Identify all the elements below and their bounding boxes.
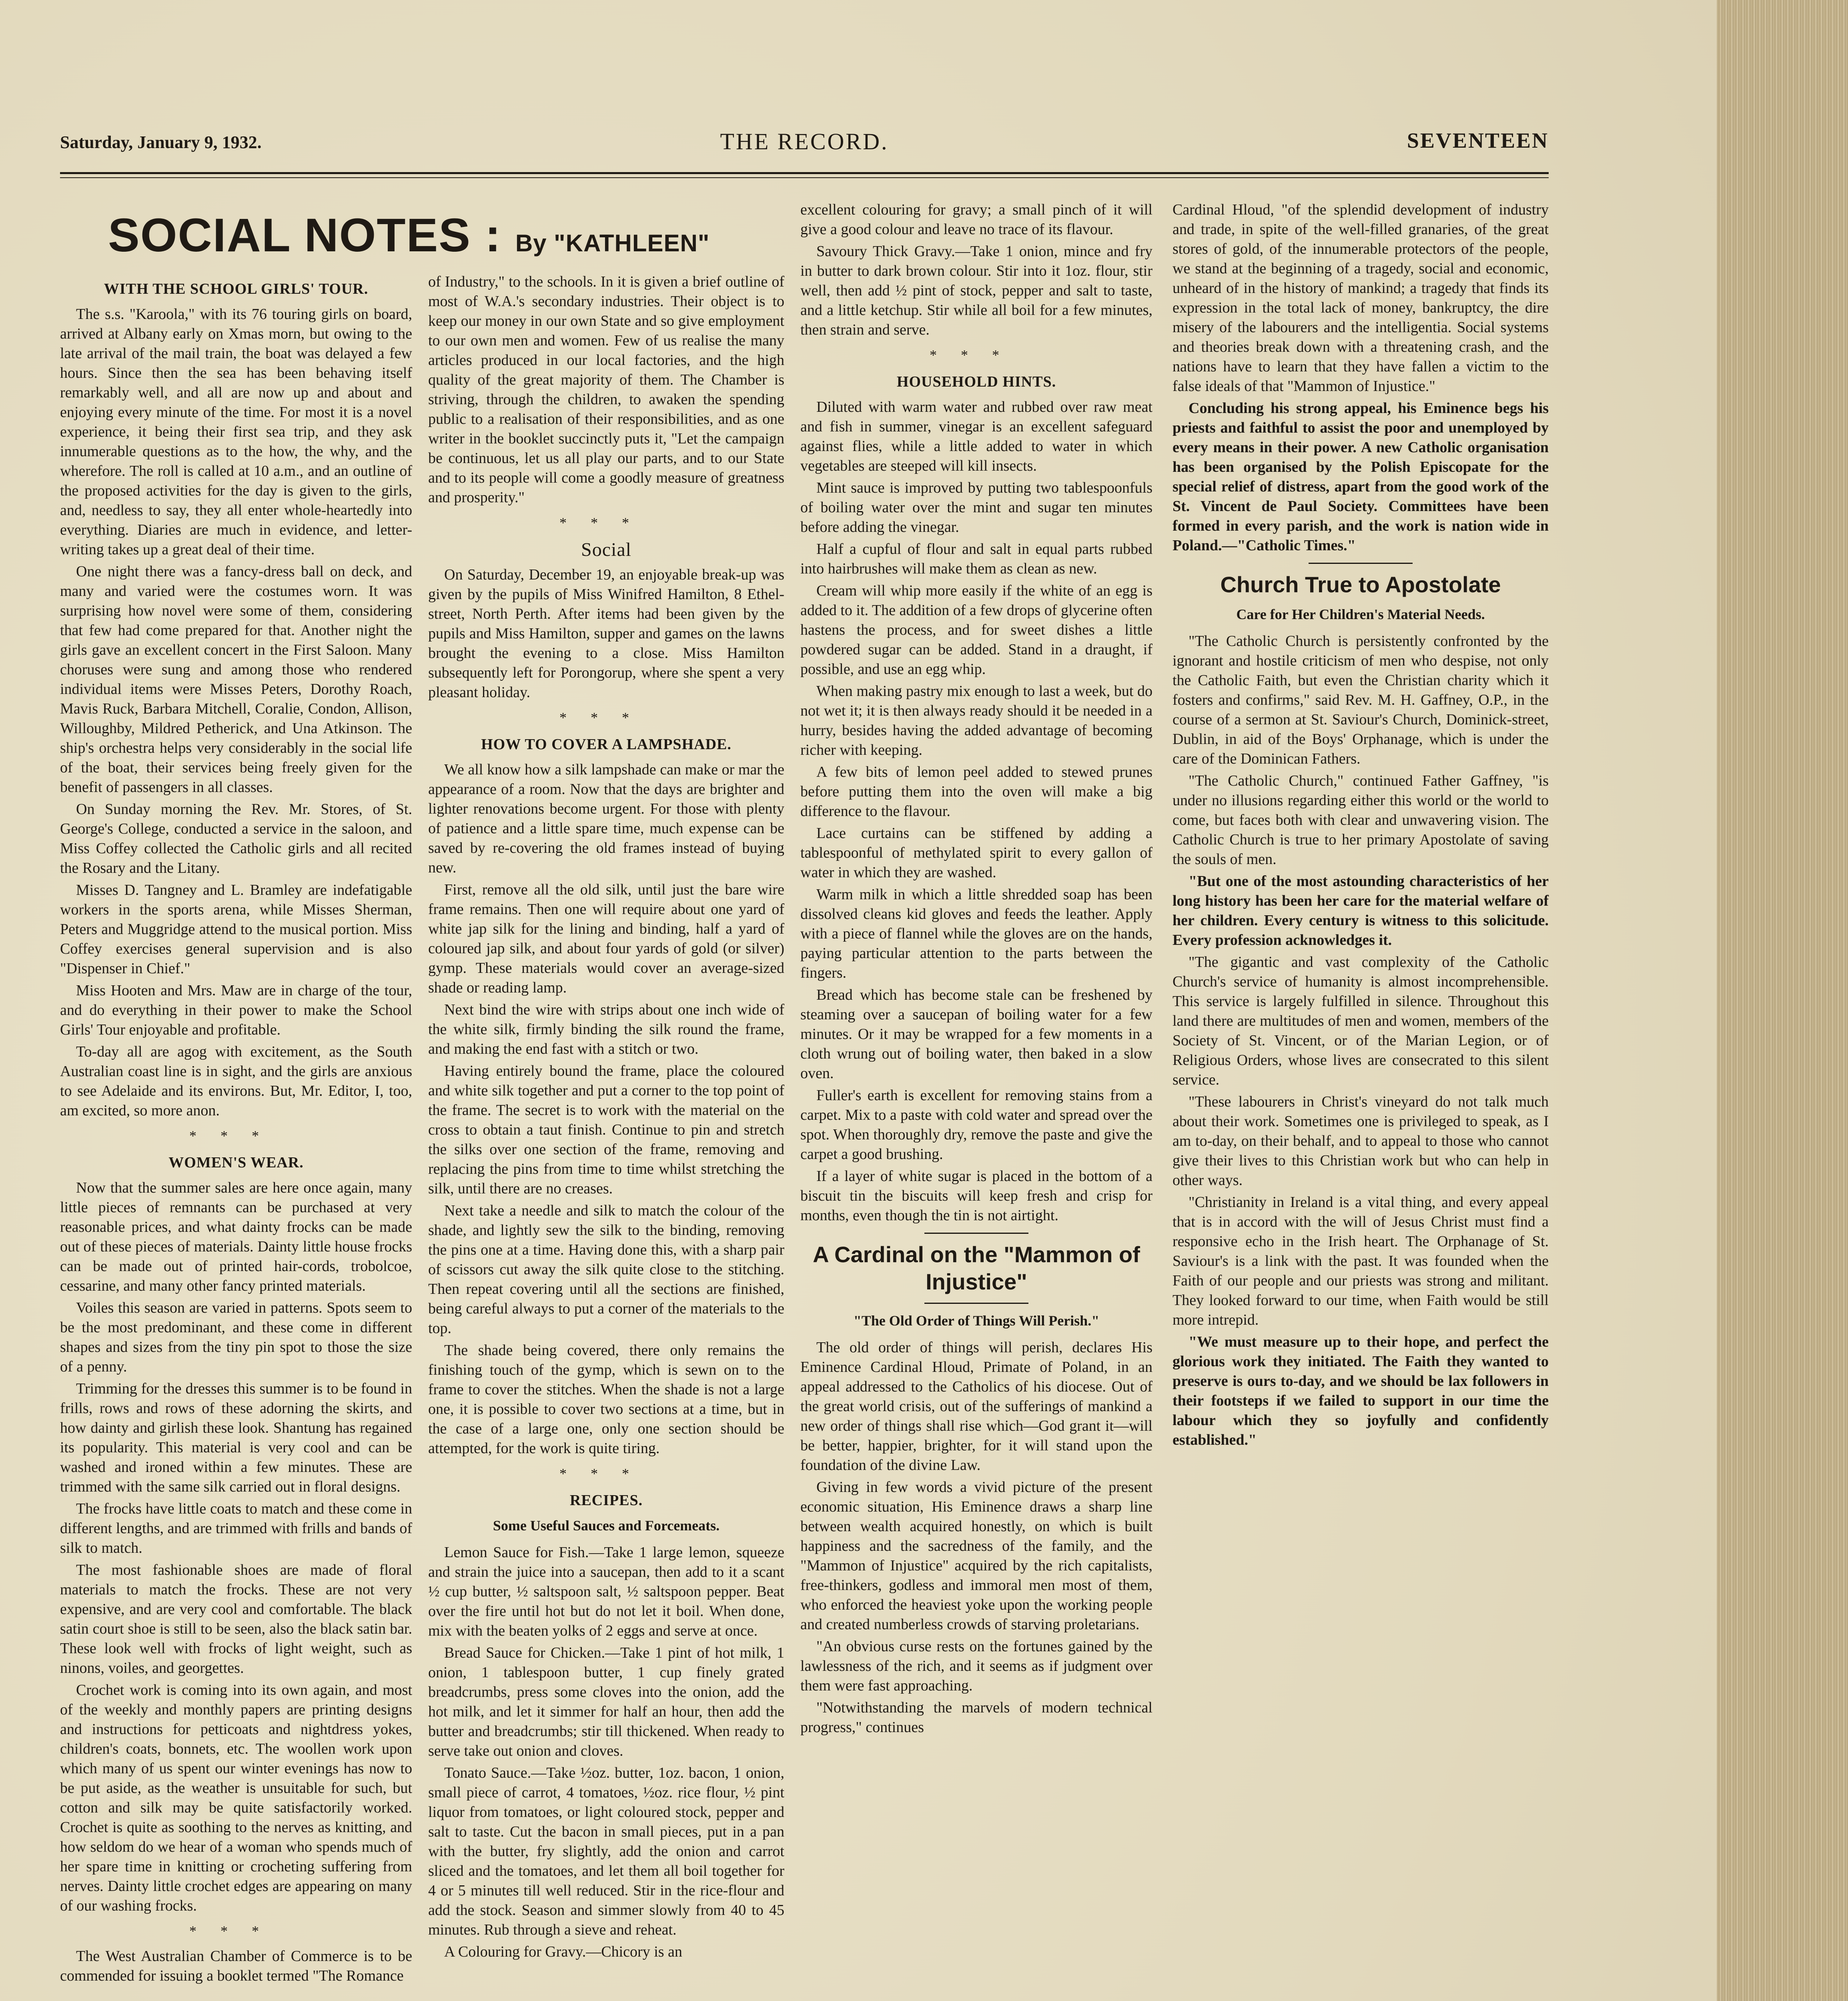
column-4	[1173, 200, 1549, 1452]
hint-para: Half a cupful of flour and salt in equal parts rubbed into hairbrushes will make them as clean as new.	[800, 541, 1152, 577]
church-para: "The gigantic and vast complexity of the Catholic Church's service of humanity is almost incomprehensible. This service is largely fulfilled in silence. Throughout this land there are multitudes of men and women, members of the Society of St. Vincent, or of the Marian Legion, or of Religious Orders, whose lives are consecrated to this silent service.	[1173, 954, 1549, 1088]
hint-para: Diluted with warm water and rubbed over raw meat and fish in summer, vinegar is an excellent safeguard against flies, while a little added to water in which vegetables are steeped will kill insects.	[800, 399, 1152, 474]
cardinal-heading: A Cardinal on the "Mammon of Injustice"	[813, 1242, 1140, 1294]
lampshade-heading: HOW TO COVER A LAMPSHADE.	[481, 736, 732, 753]
social-notes-title	[108, 208, 788, 263]
womens-para: Trimming for the dresses this summer is to be found in frills, rows and rows of these adorning the skirts, and how dainty and girlish these look. Shantung has regained its popularity. This material is very cool and can be washed and ironed within a few minutes. These are trimmed with the same silk carried out in floral designs.	[60, 1380, 412, 1495]
title-main: SOCIAL NOTES :	[108, 209, 502, 262]
recipe-para: Bread Sauce for Chicken.—Take 1 pint of hot milk, 1 onion, 1 tablespoon butter, 1 cup finely grated breadcrumbs, press some cloves into the onion, add the hot milk, and let it simmer for half an hour, then add the butter and breadcrumbs; stir till thickened. When ready to serve take out onion and cloves.	[428, 1644, 784, 1759]
tour-para: One night there was a fancy-dress ball on deck, and many and varied were the costumes worn. It was surprising how novel were some of them, considering that few had come prepared for that. Another night the girls gave an excellent concert in the First Saloon. Many choruses were sung and among those who rendered individual items were Misses Peters, Dorothy Roach, Mavis Ruck, Barbara Mitchell, Coralie, Condon, Allison, Willoughby, Mildred Petherick, and Una Atkinson. The ship's orchestra helps very considerably in the social life of the boat, their services being freely given for the benefit of passengers in all classes.	[60, 563, 412, 796]
masthead	[60, 128, 1549, 172]
cardinal-para: Giving in few words a vivid picture of the present economic situation, His Eminence draws a sharp line between wealth acquired honestly, on which is built happiness and the sacredness of the family, and the "Mammon of Injustice" acquired by the rich capitalists, free-thinkers, godless and immoral men most of them, who enforced the heaviest yoke upon the working people and created numberless crowds of starving proletarians.	[800, 1479, 1152, 1633]
column-2	[428, 272, 784, 1964]
hint-para: Mint sauce is improved by putting two tablespoonfuls of boiling water over the mint and sugar ten minutes before adding the vinegar.	[800, 479, 1152, 535]
hint-para: A few bits of lemon peel added to stewed prunes before putting them into the oven will make a big difference to the flavour.	[800, 764, 1152, 820]
bound-page-edges	[1717, 0, 1848, 2001]
church-subheading: Care for Her Children's Material Needs.	[1236, 606, 1485, 622]
divider-rule	[1309, 563, 1413, 564]
lampshade-para: First, remove all the old silk, until just the bare wire frame remains. Then one will require about one yard of white jap silk for the lining and binding, half a yard of coloured jap silk, and about four yards of gold (or silver) gymp. These materials would cover an average-sized shade or reading lamp.	[428, 881, 784, 996]
section-divider: ***	[559, 1466, 653, 1482]
lampshade-para: Next bind the wire with strips about one inch wide of the white silk, firmly binding the silk round the frame, and making the end fast with a stitch or two.	[428, 1001, 784, 1057]
church-para: "We must measure up to their hope, and perfect the glorious work they initiated. The Faith they wanted to preserve is ours to-day, and we should be lax followers in their footsteps if we failed to support in our time the labour which they so joyfully and confidently established."	[1173, 1333, 1549, 1448]
recipe-para: Tonato Sauce.—Take ½oz. butter, 1oz. bacon, 1 onion, small piece of carrot, 4 tomatoes, ½oz. rice flour, ½ pint liquor from tomatoes, or light coloured stock, pepper and salt to taste. Cut the bacon in small pieces, put in a pan with the butter, fry slightly, add the onion and carrot sliced and the tomatoes, and let them all boil together for 4 or 5 minutes till well reduced. Stir in the rice-flour and add the stock. Season and simmer slowly from 40 to 45 minutes. Rub through a sieve and reheat.	[428, 1764, 784, 1938]
divider-rule	[924, 1303, 1028, 1304]
womens-para: Voiles this season are varied in patterns. Spots seem to be the most predominant, and these come in different shapes and sizes from the tiny pin spot to those the size of a penny.	[60, 1299, 412, 1375]
tour-para: Miss Hooten and Mrs. Maw are in charge of the tour, and do everything in their power to make the School Girls' Tour enjoyable and profitable.	[60, 982, 412, 1038]
lampshade-para: The shade being covered, there only remains the finishing touch of the gymp, which is sewn on to the frame to cover the stitches. When the shade is not a large one, it is possible to cover two sections at a time, but in the case of a large one, only one section should be attempted, for the work is quite tiring.	[428, 1342, 784, 1457]
church-para: "The Catholic Church is persistently confronted by the ignorant and hostile criticism of men who despise, not only the Catholic Faith, but even the Christian charity which it fosters and confirms," said Rev. M. H. Gaffney, O.P., in the course of a sermon at St. Saviour's Church, Dominick-street, Dublin, in aid of the Boys' Orphanage, which is under the care of the Dominican Fathers.	[1173, 633, 1549, 767]
section-divider: ***	[189, 1923, 283, 1939]
cardinal-para: The old order of things will perish, declares His Eminence Cardinal Hloud, Primate of Poland, in an appeal addressed to the Catholics of his diocese. Out of the great world crisis, out of the sufferings of mankind a new order of things shall rise which—God grant it—will be better, happier, brighter, for it will stand upon the foundation of the divine Law.	[800, 1339, 1152, 1474]
savoury-gravy: Savoury Thick Gravy.—Take 1 onion, mince and fry in butter to dark brown colour. Stir into it 1oz. flour, stir well, then add ½ pint of stock, pepper and salt to taste, and a little ketchup. Stir while all boil for a few minutes, then strain and serve.	[800, 243, 1152, 338]
cardinal-subheading: "The Old Order of Things Will Perish."	[853, 1313, 1100, 1329]
section-divider: ***	[559, 515, 653, 531]
divider-rule	[924, 1233, 1028, 1234]
tour-para: To-day all are agog with excitement, as the South Australian coast line is in sight, and the girls are anxious to see Adelaide and its environs. But, Mr. Editor, I, too, am excited, so more anon.	[60, 1043, 412, 1119]
lampshade-para: Having entirely bound the frame, place the coloured and white silk together and put a corner to the top point of the frame. The secret is to work with the material on the cross to obtain a taut finish. Continue to pin and stretch the silks over one section of the frame, removing and replacing the pins from time to time whilst stretching the silk, until there are no creases.	[428, 1063, 784, 1197]
womens-para: Crochet work is coming into its own again, and most of the weekly and monthly papers are printing designs and instructions for petticoats and nightdress yokes, children's coats, bonnets, etc. The woollen work upon which many of us spent our winter evenings has now to be put aside, as the weather is unsuitable for such, but cotton and silk may be quite satisfactorily worked. Crochet is quite as soothing to the nerves as knitting, and how seldom do we hear of a woman who spends much of her spare time in knitting or crocheting suffering from nerves. Dainty little crochet edges are appearing on many of our washing frocks.	[60, 1682, 412, 1914]
column-1	[60, 272, 412, 1988]
section-divider: ***	[930, 347, 1023, 363]
section-divider: ***	[559, 710, 653, 726]
cardinal-continued: Cardinal Hloud, "of the splendid development of industry and trade, in spite of the well-filled granaries, of the great stores of gold, of the innumerable protectors of the people, we stand at the beginning of a tragedy, social and economic, unheard of in the history of mankind; a tragedy that finds its expression in the total lack of money, bankruptcy, the dire misery of the labourers and the intelligentia. Social systems and theories break down with a threatening crash, and the nations have to learn that they have fallen a victim to the false ideals of that "Mammon of Injustice."	[1173, 201, 1549, 395]
column-3	[800, 200, 1152, 1740]
hint-para: Lace curtains can be stiffened by adding a tablespoonful of methylated spirit to every gallon of water in which they are washed.	[800, 825, 1152, 881]
issue-date: Saturday, January 9, 1932.	[60, 132, 262, 152]
cardinal-continued: Concluding his strong appeal, his Eminence begs his priests and faithful to assist the poor and unemployed by every means in their power. A new Catholic organisation has been organised by the Polish Episcopate for the special relief of distress, apart from the good work of the St. Vincent de Paul Society. Committees have been formed in every parish, and the work is nation wide in Poland.—"Catholic Times."	[1173, 400, 1549, 554]
lampshade-para: Next take a needle and silk to match the colour of the shade, and lightly sew the silk to the binding, removing the pins one at a time. Having done this, with a sharp pair of scissors cut away the silk quite close to the stitching. Then repeat covering until all the sections are finished, being careful always to put a corner of the materials to the top.	[428, 1202, 784, 1337]
social-para: On Saturday, December 19, an enjoyable break-up was given by the pupils of Miss Winifred Hamilton, 8 Ethel-street, North Perth. After items had been given by the pupils and Miss Hamilton, supper and games on the lawns brought the evening to a close. Miss Hamilton subsequently left for Porongorup, where she spent a very pleasant holiday.	[428, 566, 784, 701]
hint-para: Warm milk in which a little shredded soap has been dissolved cleans kid gloves and feeds the leather. Apply with a piece of flannel while the gloves are on the hands, paying particular attention to the parts between the fingers.	[800, 886, 1152, 981]
recipe-para: A Colouring for Gravy.—Chicory is an	[444, 1943, 682, 1960]
title-byline: By "KATHLEEN"	[515, 230, 710, 257]
recipes-heading: RECIPES.	[569, 1492, 643, 1509]
tour-para: Misses D. Tangney and L. Bramley are indefatigable workers in the sports arena, while Misses Sherman, Peters and Muggridge attend to the musical portion. Miss Coffey exercises general supervision and is also "Dispenser in Chief."	[60, 882, 412, 977]
page-number: SEVENTEEN	[1407, 128, 1549, 152]
paper-title: THE RECORD.	[720, 128, 889, 154]
cardinal-para: "Notwithstanding the marvels of modern technical progress," continues	[800, 1699, 1152, 1736]
cardinal-para: "An obvious curse rests on the fortunes gained by the lawlessness of the rich, and it seems as if judgment over them were fast approaching.	[800, 1638, 1152, 1694]
lampshade-para: We all know how a silk lampshade can make or mar the appearance of a room. Now that the days are brighter and lighter renovations become urgent. For those with plenty of patience and a little spare time, much expense can be saved by re-covering the old frames instead of buying new.	[428, 761, 784, 876]
church-para: "Christianity in Ireland is a vital thing, and every appeal that is in accord with the will of Jesus Christ must find a responsive echo in the Irish heart. The Orphanage of St. Saviour's is a link with the past. It was founded when the Faith of our people and our priests was strong and militant. They looked forward to our time, when Faith would be still more intrepid.	[1173, 1194, 1549, 1328]
church-para: "These labourers in Christ's vineyard do not talk much about their work. Sometimes one is privileged to speak, as I am to-day, on their behalf, and to appeal to those who cannot give their lives to this Christian work but who can help in other ways.	[1173, 1093, 1549, 1189]
gravy-continued: excellent colouring for gravy; a small pinch of it will give a good colour and leave no trace of its flavour.	[800, 201, 1152, 238]
womens-para: The West Australian Chamber of Commerce is to be commended for issuing a booklet termed "The Romance	[60, 1948, 412, 1984]
tour-para: The s.s. "Karoola," with its 76 touring girls on board, arrived at Albany early on Xmas morn, but owing to the late arrival of the mail train, the boat was delayed a few hours. Since then the sea has been behaving itself remarkably well, and all are now up and about and enjoying every minute of the time. For most it is a novel experience, it being their first sea trip, and they ask innumerable questions as to the how, the why, and the wherefore. The roll is called at 10 a.m., and an outline of the proposed activities for the day is given to the girls, and, needless to say, they all enter whole-heartedly into everything. Diaries are much in evidence, and letter-writing takes up a great deal of their time.	[60, 306, 412, 558]
household-hints-heading: HOUSEHOLD HINTS.	[896, 373, 1056, 390]
recipes-subheading: Some Useful Sauces and Forcemeats.	[493, 1518, 720, 1534]
hint-para: Bread which has become stale can be freshened by steaming over a saucepan of boiling water for a few minutes. Or it may be wrapped for a few moments in a cloth wrung out of boiling water, then baked in a slow oven.	[800, 986, 1152, 1082]
womens-para: The most fashionable shoes are made of floral materials to match the frocks. These are not very expensive, and are very cool and comfortable. The black satin court shoe is still to be seen, also the black satin bar. These look well with frocks of light weight, such as ninons, voiles, and georgettes.	[60, 1562, 412, 1676]
tour-heading: WITH THE SCHOOL GIRLS' TOUR.	[104, 281, 369, 297]
church-para: "But one of the most astounding characteristics of her long history has been her care for the material welfare of her children. Every century is witness to this solicitude. Every profession acknowledges it.	[1173, 873, 1549, 948]
womens-wear-heading: WOMEN'S WEAR.	[168, 1154, 304, 1171]
social-heading: Social	[581, 539, 631, 560]
church-heading: Church True to Apostolate	[1220, 572, 1501, 597]
womens-para: The frocks have little coats to match and these come in different lengths, and are trimmed with frills and bands of silk to match.	[60, 1500, 412, 1556]
recipe-para: Lemon Sauce for Fish.—Take 1 large lemon, squeeze and strain the juice into a saucepan, then add to it a scant ½ cup butter, ½ saltspoon salt, ½ saltspoon pepper. Beat over the fire until hot but do not let it boil. When done, mix with the beaten yolks of 2 eggs and serve at once.	[428, 1544, 784, 1639]
womens-para: Now that the summer sales are here once again, many little pieces of remnants can be purchased at very reasonable prices, and what dainty frocks can be made out of these pieces of materials. Dainty little house frocks can be made out of printed hair-cords, trobolcoe, cessarine, and many other fancy printed materials.	[60, 1179, 412, 1294]
church-para: "The Catholic Church," continued Father Gaffney, "is under no illusions regarding either this world or the world to come, but faces both with clear and unwavering vision. The Catholic Church is true to her primary Apostolate of saving the souls of men.	[1173, 772, 1549, 868]
masthead-rule	[60, 172, 1549, 178]
hint-para: Fuller's earth is excellent for removing stains from a carpet. Mix to a paste with cold water and spread over the spot. When thoroughly dry, remove the paste and give the carpet a good brushing.	[800, 1087, 1153, 1163]
tour-para: On Sunday morning the Rev. Mr. Stores, of St. George's College, conducted a service in the saloon, and Miss Coffey collected the Catholic girls and all recited the Rosary and the Litany.	[60, 801, 412, 876]
hint-para: When making pastry mix enough to last a week, but do not wet it; it is then always ready should it be needed in a hurry, besides having the added advantage of becoming richer with keeping.	[800, 683, 1152, 758]
hint-para: If a layer of white sugar is placed in the bottom of a biscuit tin the biscuits will keep fresh and crisp for months, even though the tin is not airtight.	[800, 1168, 1152, 1224]
industry-continued: of Industry," to the schools. In it is given a brief outline of most of W.A.'s secondary industries. Their object is to keep our money in our own State and so give employment to our own men and women. Few of us realise the many articles produced in our local factories, and the high quality of the great majority of them. The Chamber is striving, through the children, to awaken the spending public to a realisation of their responsibilities, and as one writer in the booklet succinctly puts it, "Let the campaign be continuous, let us all play our parts, and to our State and to its people will come a goodly measure of greatness and prosperity."	[428, 273, 784, 506]
section-divider: ***	[189, 1128, 283, 1144]
hint-para: Cream will whip more easily if the white of an egg is added to it. The addition of a few drops of glycerine often hastens the process, and for sweet dishes a little powdered sugar can be added. Stand in a draught, if possible, and use an egg whip.	[800, 582, 1152, 678]
